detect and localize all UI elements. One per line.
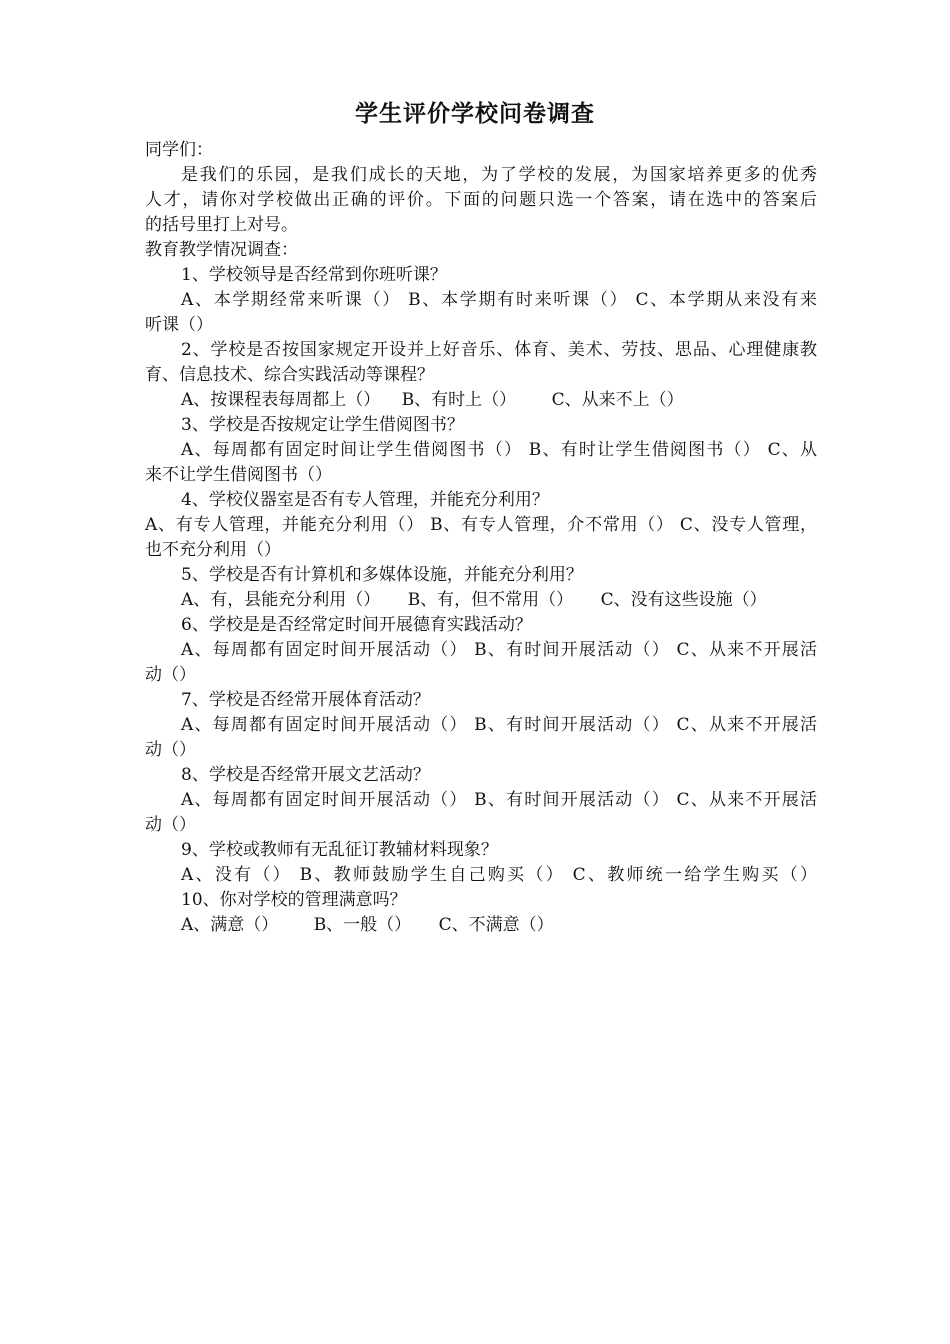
intro-line-1: 是我们的乐园，是我们成长的天地，为了学校的发展，为国家培养更多的优秀 <box>181 165 817 185</box>
option-c: C、从来不开展活 <box>676 715 817 735</box>
question-2-options <box>145 388 817 413</box>
option-a: A、满意（） <box>181 915 279 935</box>
question-8: 8、学校是否经常开展文艺活动？ <box>181 765 430 785</box>
option-b: B、有时间开展活动（） <box>474 640 670 660</box>
intro-line-3: 的括号里打上对号。 <box>145 215 298 235</box>
option-a: A、有专人管理，并能充分利用（） <box>145 515 424 535</box>
option-b: B、本学期有时来听课（） <box>408 290 629 310</box>
option-b: B、有时让学生借阅图书（） <box>528 440 761 460</box>
question-1-option-c-cont: 听课（） <box>145 315 213 335</box>
question-3-options <box>145 438 817 463</box>
question-1-options <box>145 288 817 313</box>
question-8-option-c-cont: 动（） <box>145 815 196 835</box>
option-b: B、有时间开展活动（） <box>474 715 670 735</box>
option-c: C、没专人管理， <box>679 515 818 535</box>
option-b: B、有专人管理，介不常用（） <box>430 515 674 535</box>
question-9-options <box>145 863 817 888</box>
question-3: 3、学校是否按规定让学生借阅图书？ <box>181 415 464 435</box>
question-10-options <box>145 913 817 938</box>
option-c: C、从来不开展活 <box>676 640 817 660</box>
option-b: B、有，但不常用（） <box>407 590 574 610</box>
option-c: C、从 <box>767 440 817 460</box>
document-body <box>145 138 817 938</box>
question-5: 5、学校是否有计算机和多媒体设施，并能充分利用？ <box>181 565 583 585</box>
option-c: C、没有这些设施（） <box>600 590 767 610</box>
option-a: A、本学期经常来听课（） <box>181 290 401 310</box>
question-7-option-c-cont: 动（） <box>145 740 196 760</box>
option-c: C、不满意（） <box>438 915 554 935</box>
question-4-options <box>145 513 817 538</box>
option-b: B、有时间开展活动（） <box>474 790 670 810</box>
option-a: A、按课程表每周都上（） <box>181 390 381 410</box>
option-a: A、每周都有固定时间开展活动（） <box>181 790 468 810</box>
page-title: 学生评价学校问卷调查 <box>355 100 595 127</box>
option-a: A、没有（） <box>181 865 292 885</box>
question-4-option-c-cont: 也不充分利用（） <box>145 540 281 560</box>
option-c: C、从来不开展活 <box>676 790 817 810</box>
option-b: B、教师鼓励学生自己购买（） <box>299 865 565 885</box>
question-7-options <box>145 713 817 738</box>
option-b: B、一般（） <box>313 915 412 935</box>
question-6: 6、学校是是否经常定时间开展德育实践活动？ <box>181 615 532 635</box>
option-c: C、教师统一给学生购买（） <box>572 865 817 885</box>
question-4: 4、学校仪器室是否有专人管理，并能充分利用？ <box>181 490 549 510</box>
greeting: 同学们： <box>145 140 213 160</box>
option-a: A、每周都有固定时间让学生借阅图书（） <box>181 440 523 460</box>
question-8-options <box>145 788 817 813</box>
option-c: C、从来不上（） <box>551 390 684 410</box>
question-6-option-c-cont: 动（） <box>145 665 196 685</box>
option-a: A、每周都有固定时间开展活动（） <box>181 715 468 735</box>
option-c: C、本学期从来没有来 <box>635 290 818 310</box>
question-7: 7、学校是否经常开展体育活动？ <box>181 690 430 710</box>
option-a: A、每周都有固定时间开展活动（） <box>181 640 468 660</box>
question-5-options <box>145 588 817 613</box>
question-9: 9、学校或教师有无乱征订教辅材料现象？ <box>181 840 498 860</box>
question-2-line-2: 育、信息技术、综合实践活动等课程？ <box>145 365 434 385</box>
intro-line-2: 人才，请你对学校做出正确的评价。下面的问题只选一个答案，请在选中的答案后 <box>145 190 817 210</box>
question-2-line-1: 2、学校是否按国家规定开设并上好音乐、体育、美术、劳技、思品、心理健康教 <box>181 340 817 360</box>
question-3-option-c-cont: 来不让学生借阅图书（） <box>145 465 332 485</box>
question-6-options <box>145 638 817 663</box>
question-10: 10、你对学校的管理满意吗？ <box>181 890 407 910</box>
option-b: B、有时上（） <box>401 390 517 410</box>
section-title: 教育教学情况调查： <box>145 240 298 260</box>
option-a: A、有，县能充分利用（） <box>181 590 381 610</box>
question-1: 1、学校领导是否经常到你班听课？ <box>181 265 447 285</box>
